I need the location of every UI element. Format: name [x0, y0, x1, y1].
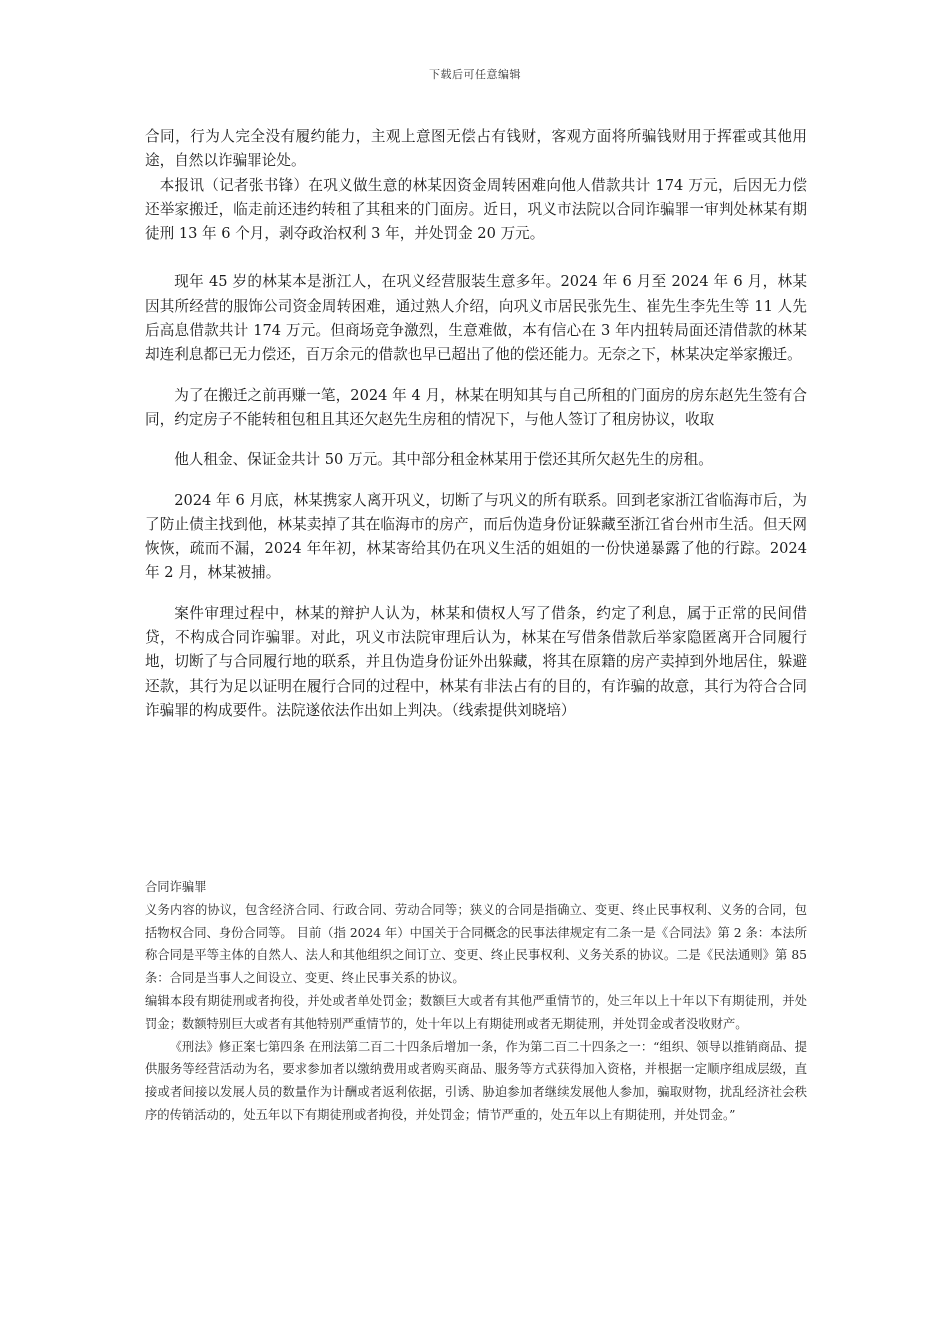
article-paragraph-7: 案件审理过程中，林某的辩护人认为，林某和债权人写了借条，约定了利息，属于正常的民间借贷，不构成合同诈骗罪。对此，巩义市法院审理后认为，林某在写借条借款后举家隐匿离开合同履行地，切断了与合同履行地的联系，并且伪造身份证外出躲藏，将其在原籍的房产卖掉到外地居住，躲避还款，其行为足以证明在履行合同的过程中，林某有非法占有的目的，有诈骗的故意，其行为符合合同诈骗罪的构成要件。法院遂依法作出如上判决。（线索提供刘晓培）	[145, 604, 807, 719]
note-paragraph-2: 编辑本段有期徒刑或者拘役，并处或者单处罚金；数额巨大或者有其他严重情节的，处三年以上十年以下有期徒刑，并处罚金；数额特别巨大或者有其他特别严重情节的，处十年以上有期徒刑或者无期徒刑，并处罚金或者没收财产。	[145, 993, 807, 1031]
article-paragraph-3: 现年 45 岁的林某本是浙江人，在巩义经营服装生意多年。2024 年 6 月至 2024 年 6 月，林某因其所经营的服饰公司资金周转困难，通过熟人介绍，向巩义市居民张先生、崔先生李先生等 11 人先后高息借款共计 174 万元。但商场竞争激烈，生意难做，本有信心在 3 年内扭转局面还清借款的林某却连利息都已无力偿还，百万余元的借款也早已超出了他的偿还能力。无奈之下，林某决定举家搬迁。	[145, 273, 807, 364]
note-paragraph-3: 《刑法》修正案七第四条 在刑法第二百二十四条后增加一条，作为第二百二十四条之一：“组织、领导以推销商品、提供服务等经营活动为名，要求参加者以缴纳费用或者购买商品、服务等方式获得加入资格，并根据一定顺序组成层级，直接或者间接以发展人员的数量作为计酬或者返利依据，引诱、胁迫参加者继续发展他人参加，骗取财物，扰乱经济社会秩序的传销活动的，处五年以下有期徒刑或者拘役，并处罚金；情节严重的，处五年以上有期徒刑，并处罚金。”	[145, 1039, 807, 1122]
notes-section	[145, 876, 807, 1127]
page-header: 下载后可任意编辑	[429, 68, 521, 81]
article-paragraph-4: 为了在搬迁之前再赚一笔，2024 年 4 月，林某在明知其与自己所租的门面房的房东赵先生签有合同，约定房子不能转租包租且其还欠赵先生房租的情况下，与他人签订了租房协议，收取	[145, 386, 807, 428]
article-paragraph-6: 2024 年 6 月底，林某携家人离开巩义，切断了与巩义的所有联系。回到老家浙江省临海市后，为了防止债主找到他，林某卖掉了其在临海市的房产，而后伪造身份证躲藏至浙江省台州市生活。但天网恢恢，疏而不漏，2024 年年初，林某寄给其仍在巩义生活的姐姐的一份快递暴露了他的行踪。2024 年 2 月，林某被捕。	[145, 491, 807, 582]
article-paragraph-2: 本报讯（记者张书锋）在巩义做生意的林某因资金周转困难向他人借款共计 174 万元，后因无力偿还举家搬迁，临走前还违约转租了其租来的门面房。近日，巩义市法院以合同诈骗罪一审判处林某有期徒刑 13 年 6 个月，剥夺政治权利 3 年，并处罚金 20 万元。	[145, 176, 807, 243]
article-paragraph-5: 他人租金、保证金共计 50 万元。其中部分租金林某用于偿还其所欠赵先生的房租。	[174, 451, 713, 469]
note-paragraph-1: 义务内容的协议，包含经济合同、行政合同、劳动合同等；狭义的合同是指确立、变更、终止民事权利、义务的合同，包括物权合同、身份合同等。 目前（指 2024 年）中国关于合同概念的民事法律规定有二条一是《合同法》第 2 条：本法所称合同是平等主体的自然人、法人和其他组织之间订立、变更、终止民事权利、义务关系的协议。二是《民法通则》第 85 条：合同是当事人之间设立、变更、终止民事关系的协议。	[145, 902, 807, 986]
article-paragraph-1: 合同，行为人完全没有履约能力，主观上意图无偿占有钱财，客观方面将所骗钱财用于挥霍或其他用途，自然以诈骗罪论处。	[145, 128, 807, 170]
article-body	[145, 125, 807, 723]
notes-title: 合同诈骗罪	[145, 880, 207, 894]
